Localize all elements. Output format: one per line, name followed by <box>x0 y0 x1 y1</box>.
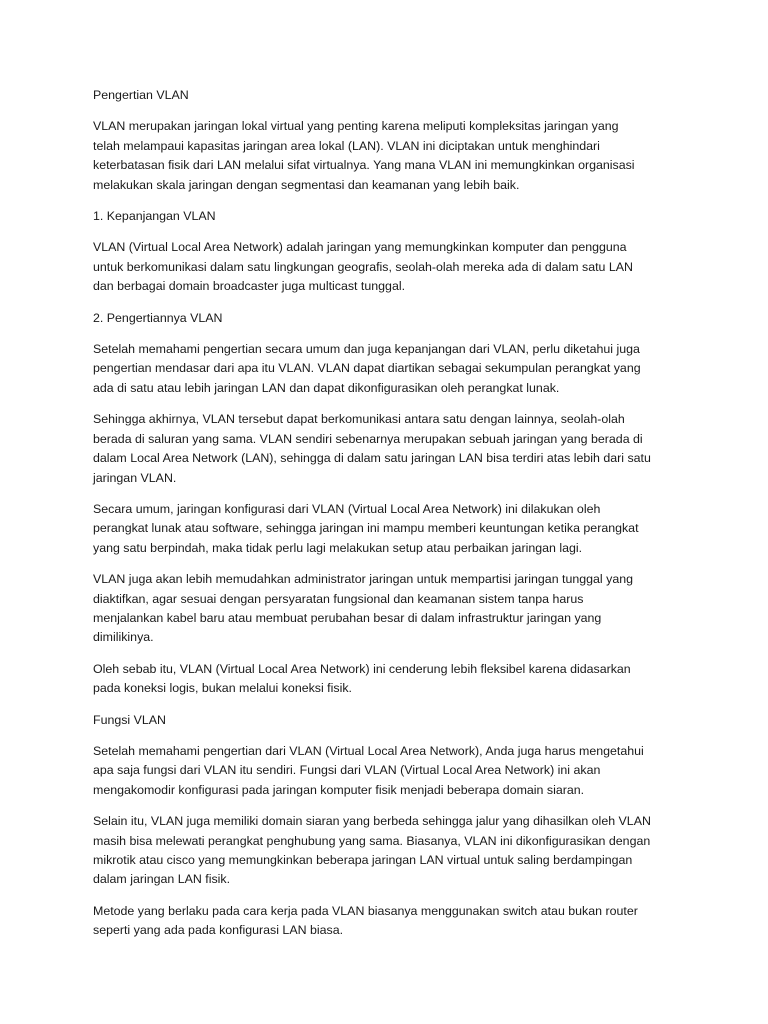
heading-text: 2. Pengertiannya VLAN <box>93 310 223 325</box>
section-heading <box>93 711 678 730</box>
paragraph-line: VLAN juga akan lebih memudahkan administrator jaringan untuk mempartisi jaringan tunggal yang <box>93 572 633 587</box>
paragraph-line: pengertian mendasar dari apa itu VLAN. VLAN dapat diartikan sebagai sekumpulan perangkat yang <box>93 361 641 376</box>
paragraph-line: menjalankan kabel baru atau membuat perubahan besar di dalam infrastruktur jaringan yang <box>93 610 602 625</box>
paragraph <box>93 340 678 398</box>
heading-text: 1. Kepanjangan VLAN <box>93 209 216 224</box>
paragraph-line: melakukan skala jaringan dengan segmentasi dan keamanan yang lebih baik. <box>93 177 520 192</box>
paragraph-line: Selain itu, VLAN juga memiliki domain siaran yang berbeda sehingga jalur yang dihasilkan oleh VLAN <box>93 814 651 829</box>
paragraph-line: Metode yang berlaku pada cara kerja pada VLAN biasanya menggunakan switch atau bukan router <box>93 903 638 918</box>
paragraph <box>93 410 678 488</box>
paragraph-line: Setelah memahami pengertian secara umum dan juga kepanjangan dari VLAN, perlu diketahui juga <box>93 342 640 357</box>
paragraph-line: masih bisa melewati perangkat penghubung yang sama. Biasanya, VLAN ini dikonfigurasikan dengan <box>93 833 651 848</box>
paragraph-line: Secara umum, jaringan konfigurasi dari VLAN (Virtual Local Area Network) ini dilakukan oleh <box>93 501 601 516</box>
paragraph-line: berada di saluran yang sama. VLAN sendiri sebenarnya merupakan sebuah jaringan yang berada di <box>93 431 643 446</box>
paragraph-line: Sehingga akhirnya, VLAN tersebut dapat berkomunikasi antara satu dengan lainnya, seolah-olah <box>93 412 625 427</box>
paragraph-line: untuk berkomunikasi dalam satu lingkungan geografis, seolah-olah mereka ada di dalam satu LAN <box>93 259 633 274</box>
paragraph-line: yang satu berpindah, maka tidak perlu lagi melakukan setup atau perbaikan jaringan lagi. <box>93 540 583 555</box>
paragraph <box>93 742 678 800</box>
paragraph-line: mengakomodir konfigurasi pada jaringan komputer fisik menjadi beberapa domain siaran. <box>93 782 585 797</box>
paragraph-line: dimilikinya. <box>93 630 154 645</box>
heading-text: Pengertian VLAN <box>93 88 189 102</box>
paragraph-line: ada di satu atau lebih jaringan LAN dan dapat dikonfigurasikan oleh perangkat lunak. <box>93 380 560 395</box>
paragraph-line: mikrotik atau cisco yang memungkinkan beberapa jaringan LAN virtual untuk saling berdampingan <box>93 853 633 867</box>
paragraph-line: seperti yang ada pada konfigurasi LAN biasa. <box>93 923 344 938</box>
paragraph-line: dalam jaringan LAN fisik. <box>93 872 231 887</box>
paragraph-line: perangkat lunak atau software, sehingga jaringan ini mampu memberi keuntungan ketika perangkat <box>93 521 639 536</box>
paragraph-line: dalam Local Area Network (LAN), sehingga di dalam satu jaringan LAN bisa terdiri atas lebih dari satu <box>93 451 651 466</box>
paragraph <box>93 570 678 648</box>
paragraph-line: telah melampaui kapasitas jaringan area lokal (LAN). VLAN ini diciptakan untuk menghindari <box>93 138 600 153</box>
paragraph-line: Oleh sebab itu, VLAN (Virtual Local Area Network) ini cenderung lebih fleksibel karena didasarkan <box>93 661 631 676</box>
paragraph <box>93 500 678 558</box>
paragraph <box>93 902 678 941</box>
paragraph <box>93 812 678 890</box>
paragraph-line: VLAN merupakan jaringan lokal virtual yang penting karena meliputi kompleksitas jaringan yang <box>93 119 619 134</box>
section-heading <box>93 86 678 105</box>
paragraph-line: Setelah memahami pengertian dari VLAN (Virtual Local Area Network), Anda juga harus mengetahui <box>93 743 644 758</box>
section-heading <box>93 207 678 226</box>
paragraph <box>93 117 678 195</box>
paragraph-line: pada koneksi logis, bukan melalui koneksi fisik. <box>93 681 352 696</box>
paragraph-line: apa saja fungsi dari VLAN itu sendiri. Fungsi dari VLAN (Virtual Local Area Network) ini akan <box>93 763 601 778</box>
section-heading <box>93 309 678 328</box>
document-body <box>93 86 678 953</box>
paragraph-line: keterbatasan fisik dari LAN melalui sifat virtualnya. Yang mana VLAN ini memungkinkan organisasi <box>93 158 635 173</box>
paragraph-line: diaktifkan, agar sesuai dengan persyaratan fungsional dan keamanan sistem tanpa harus <box>93 591 584 606</box>
paragraph-line: dan berbagai domain broadcaster juga multicast tunggal. <box>93 279 406 294</box>
heading-text: Fungsi VLAN <box>93 712 167 727</box>
paragraph <box>93 660 678 699</box>
paragraph-line: VLAN (Virtual Local Area Network) adalah jaringan yang memungkinkan komputer dan pengguna <box>93 240 627 255</box>
paragraph <box>93 238 678 296</box>
paragraph-line: jaringan VLAN. <box>93 470 177 485</box>
